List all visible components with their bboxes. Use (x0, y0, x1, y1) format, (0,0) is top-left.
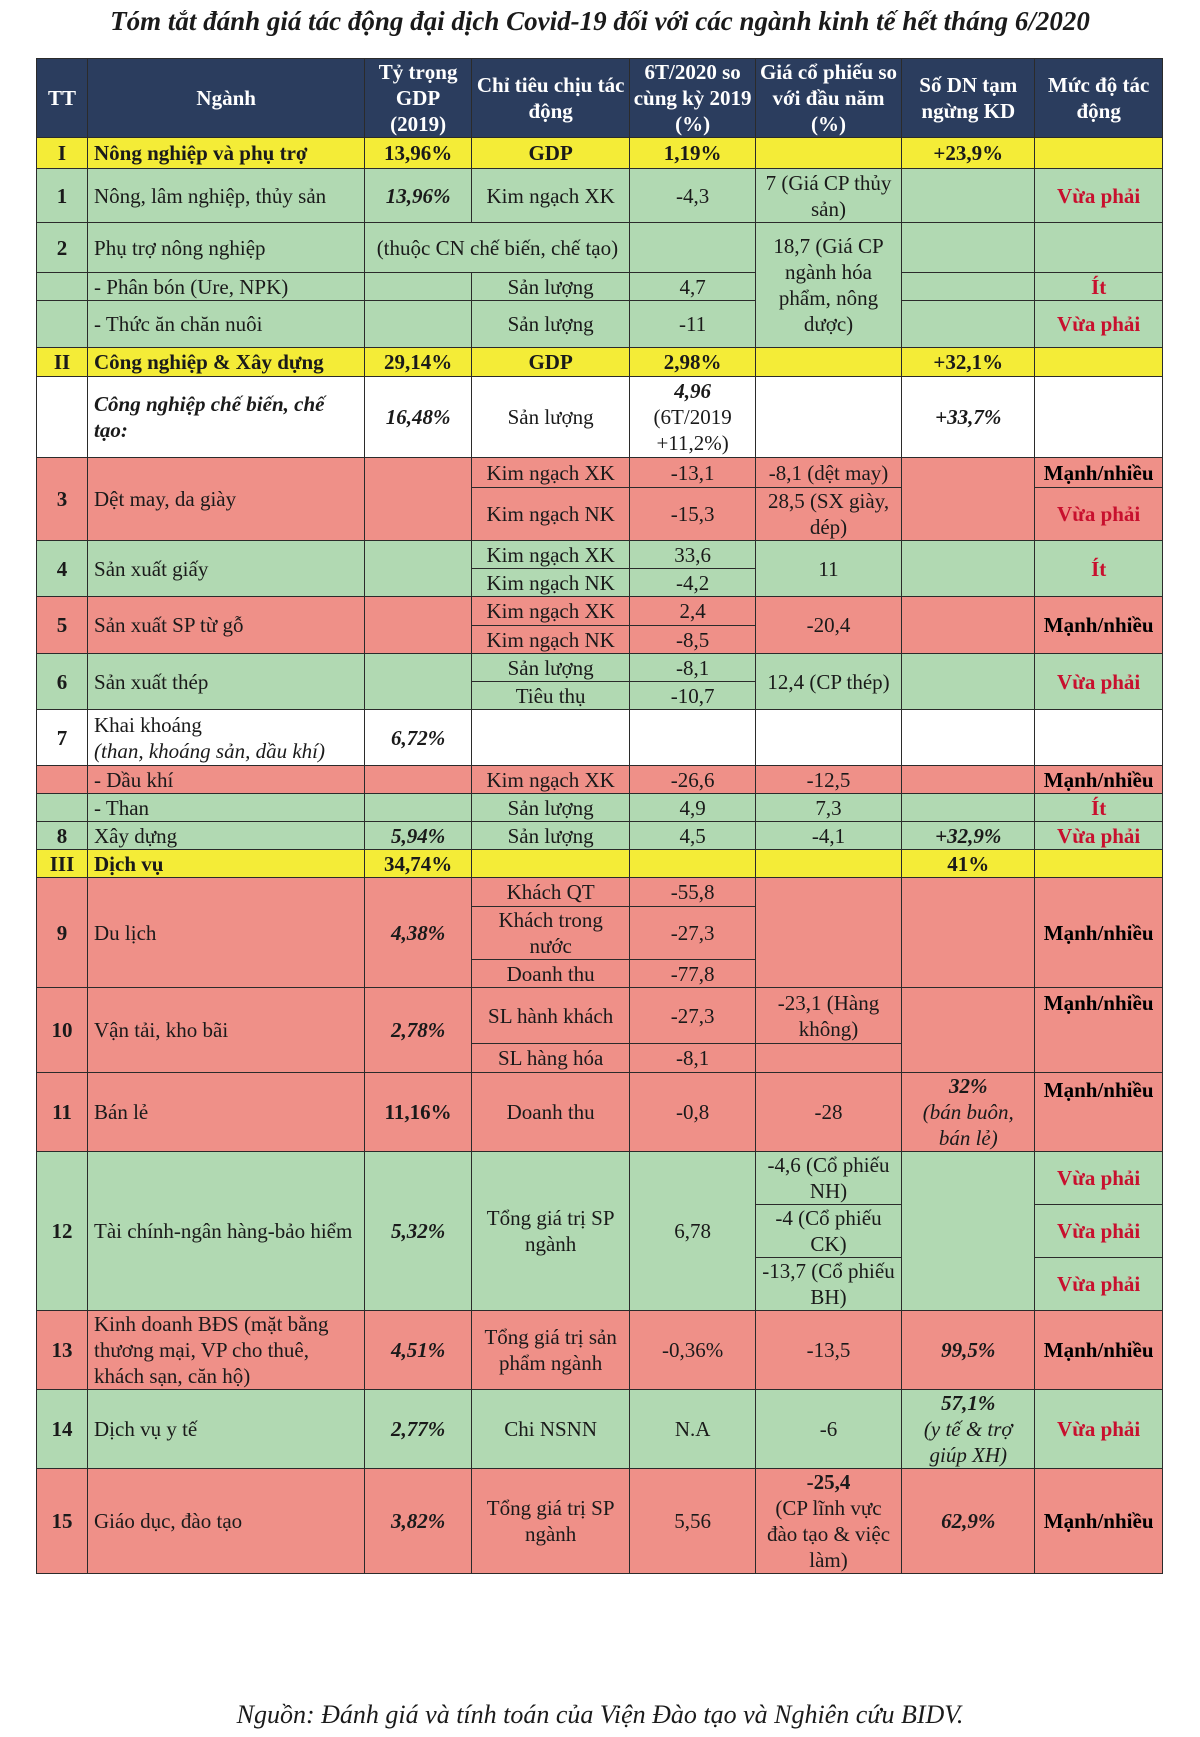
indicator-cell: Kim ngạch NK (471, 488, 630, 541)
table-row (37, 458, 1163, 488)
level-cell (1035, 377, 1163, 458)
indicator-cell: Chi NSNN (471, 1390, 630, 1469)
indicator-cell: Kim ngạch NK (471, 626, 630, 654)
price-cell: -28 (755, 1073, 901, 1152)
indicator-cell: Tiêu thụ (471, 682, 630, 710)
indicator-cell: Kim ngạch XK (471, 458, 630, 488)
level-cell: Vừa phải (1035, 1390, 1163, 1469)
dn-cell (902, 988, 1035, 1073)
yoy-cell (630, 223, 755, 273)
price-cell (755, 850, 901, 878)
sector-name: Phụ trợ nông nghiệp (88, 223, 365, 273)
source-note: Nguồn: Đánh giá và tính toán của Viện Đào tạo và Nghiên cứu BIDV. (236, 1700, 964, 1729)
dn-cell (902, 1152, 1035, 1311)
gdp-cell: 4,51% (365, 1311, 471, 1390)
yoy-cell: 2,98% (630, 348, 755, 377)
tt-cell: 8 (37, 822, 88, 850)
indicator-cell: Tổng giá trị SP ngành (471, 1469, 630, 1574)
indicator-cell: Tổng giá trị SP ngành (471, 1152, 630, 1311)
sector-name: - Than (88, 794, 365, 822)
price-cell: -4 (Cổ phiếu CK) (755, 1205, 901, 1258)
tt-cell: 6 (37, 654, 88, 710)
tt-cell (37, 377, 88, 458)
level-cell (1035, 348, 1163, 377)
price-cell: 7 (Giá CP thủy sản) (755, 169, 901, 223)
sector-name: - Phân bón (Ure, NPK) (88, 273, 365, 301)
gdp-cell: 34,74% (365, 850, 471, 878)
dn-main: 32% (949, 1074, 988, 1098)
dn-cell (902, 541, 1035, 597)
gdp-cell: 11,16% (365, 1073, 471, 1152)
price-sub: (CP lĩnh vực đào tạo & việc làm) (766, 1496, 891, 1572)
dn-sub: (y tế & trợ giúp XH) (923, 1417, 1013, 1467)
level-cell: Mạnh/nhiều (1035, 766, 1163, 794)
yoy-cell: 5,56 (630, 1469, 755, 1574)
header-row (37, 59, 1163, 138)
tt-cell: 1 (37, 169, 88, 223)
gdp-cell: 29,14% (365, 348, 471, 377)
yoy-cell: -27,3 (630, 907, 755, 960)
dn-cell (902, 223, 1035, 273)
tt-cell: III (37, 850, 88, 878)
gdp-cell: 16,48% (365, 377, 471, 458)
indicator-cell (471, 850, 630, 878)
yoy-cell: -8,1 (630, 654, 755, 682)
tt-cell (37, 766, 88, 794)
gdp-cell (365, 541, 471, 597)
price-cell: -13,5 (755, 1311, 901, 1390)
price-cell: -4,1 (755, 822, 901, 850)
sector-name (88, 710, 365, 766)
page-title: Tóm tắt đánh giá tác động đại dịch Covid-19 đối với các ngành kinh tế hết tháng 6/2020 (110, 6, 1090, 36)
gdp-cell (365, 301, 471, 348)
tt-cell: 2 (37, 223, 88, 273)
indicator-cell: Tổng giá trị sản phẩm ngành (471, 1311, 630, 1390)
price-cell: -6 (755, 1390, 901, 1469)
table-row (37, 541, 1163, 569)
yoy-cell: -26,6 (630, 766, 755, 794)
indicator-cell: GDP (471, 348, 630, 377)
sector-name: Nông, lâm nghiệp, thủy sản (88, 169, 365, 223)
sector-name: - Dầu khí (88, 766, 365, 794)
dn-cell (902, 710, 1035, 766)
table-row (37, 794, 1163, 822)
table-row (37, 1152, 1163, 1205)
dn-cell (902, 597, 1035, 654)
dn-cell (902, 654, 1035, 710)
table-row (37, 273, 1163, 301)
indicator-cell: SL hàng hóa (471, 1044, 630, 1073)
dn-cell: +23,9% (902, 138, 1035, 169)
price-cell: -12,5 (755, 766, 901, 794)
tt-cell: 5 (37, 597, 88, 654)
level-cell (1035, 223, 1163, 273)
table-row (37, 710, 1163, 766)
dn-cell (902, 1073, 1035, 1152)
dn-main: 57,1% (941, 1391, 996, 1415)
header-level: Mức độ tác động (1035, 59, 1163, 138)
gdp-cell (365, 794, 471, 822)
price-cell (755, 377, 901, 458)
indicator-cell: Kim ngạch NK (471, 569, 630, 597)
dn-sub: (bán buôn, bán lẻ) (922, 1100, 1014, 1150)
sector-name: - Thức ăn chăn nuôi (88, 301, 365, 348)
yoy-cell: -11 (630, 301, 755, 348)
indicator-cell: Sản lượng (471, 654, 630, 682)
indicator-cell: GDP (471, 138, 630, 169)
section-row (37, 850, 1163, 878)
yoy-cell (630, 377, 755, 458)
sector-name: Dệt may, da giày (88, 458, 365, 541)
indicator-cell: Sản lượng (471, 794, 630, 822)
price-cell: -23,1 (Hàng không) (755, 988, 901, 1044)
yoy-cell: 4,7 (630, 273, 755, 301)
level-cell: Vừa phải (1035, 301, 1163, 348)
level-cell: Vừa phải (1035, 1205, 1163, 1258)
level-cell: Ít (1035, 794, 1163, 822)
level-cell: Ít (1035, 541, 1163, 597)
yoy-cell: 2,4 (630, 597, 755, 626)
level-cell: Vừa phải (1035, 654, 1163, 710)
sector-name: Du lịch (88, 878, 365, 988)
dn-cell (902, 878, 1035, 988)
dn-cell (902, 766, 1035, 794)
indicator-cell: Sản lượng (471, 301, 630, 348)
level-cell: Mạnh/nhiều (1035, 1469, 1163, 1574)
tt-cell (37, 273, 88, 301)
table-row (37, 1390, 1163, 1469)
gdp-cell: 13,96% (365, 138, 471, 169)
level-cell: Mạnh/nhiều (1035, 878, 1163, 988)
tt-cell: 14 (37, 1390, 88, 1469)
level-cell: Ít (1035, 273, 1163, 301)
indicator-cell: Doanh thu (471, 1073, 630, 1152)
tt-cell: 10 (37, 988, 88, 1073)
sector-name: Công nghiệp & Xây dựng (88, 348, 365, 377)
price-main: -25,4 (806, 1470, 851, 1494)
indicator-cell: Sản lượng (471, 822, 630, 850)
header-nganh: Ngành (88, 59, 365, 138)
indicator-cell: Kim ngạch XK (471, 597, 630, 626)
tt-cell: II (37, 348, 88, 377)
yoy-cell: -8,1 (630, 1044, 755, 1073)
sector-name-sub: (than, khoáng sản, dầu khí) (94, 738, 325, 763)
yoy-cell (630, 710, 755, 766)
sector-name: Sản xuất SP từ gỗ (88, 597, 365, 654)
sector-name: Tài chính-ngân hàng-bảo hiểm (88, 1152, 365, 1311)
dn-cell: 99,5% (902, 1311, 1035, 1390)
yoy-cell: -4,2 (630, 569, 755, 597)
price-cell: -8,1 (dệt may) (755, 458, 901, 488)
yoy-cell (630, 850, 755, 878)
yoy-cell: -27,3 (630, 988, 755, 1044)
yoy-cell: -4,3 (630, 169, 755, 223)
indicator-cell: Khách trong nước (471, 907, 630, 960)
indicator-cell: Khách QT (471, 878, 630, 907)
tt-cell: 7 (37, 710, 88, 766)
price-cell (755, 1044, 901, 1073)
tt-cell: 4 (37, 541, 88, 597)
dn-cell: +32,1% (902, 348, 1035, 377)
gdp-cell: 5,32% (365, 1152, 471, 1311)
level-cell: Vừa phải (1035, 1258, 1163, 1311)
tt-cell: 12 (37, 1152, 88, 1311)
level-cell: Vừa phải (1035, 169, 1163, 223)
dn-cell (902, 458, 1035, 541)
gdp-cell (365, 597, 471, 654)
price-cell: -4,6 (Cổ phiếu NH) (755, 1152, 901, 1205)
price-cell: 28,5 (SX giày, dép) (755, 488, 901, 541)
yoy-cell: 4,5 (630, 822, 755, 850)
gdp-cell: 2,77% (365, 1390, 471, 1469)
note-cell: (thuộc CN chế biến, chế tạo) (365, 223, 630, 273)
sector-name: Dịch vụ y tế (88, 1390, 365, 1469)
gdp-cell: 4,38% (365, 878, 471, 988)
header-gdp: Tỷ trọng GDP (2019) (365, 59, 471, 138)
yoy-cell: -13,1 (630, 458, 755, 488)
yoy-cell: -0,36% (630, 1311, 755, 1390)
level-cell: Vừa phải (1035, 1152, 1163, 1205)
gdp-cell (365, 766, 471, 794)
sector-name: Sản xuất giấy (88, 541, 365, 597)
indicator-cell: Kim ngạch XK (471, 541, 630, 569)
price-cell: 11 (755, 541, 901, 597)
gdp-cell: 5,94% (365, 822, 471, 850)
tt-cell: 11 (37, 1073, 88, 1152)
table-row (37, 377, 1163, 458)
price-cell (755, 878, 901, 988)
table-row (37, 988, 1163, 1044)
indicator-cell: Kim ngạch XK (471, 169, 630, 223)
dn-cell: 62,9% (902, 1469, 1035, 1574)
sector-name: Sản xuất thép (88, 654, 365, 710)
sector-name: Giáo dục, đào tạo (88, 1469, 365, 1574)
gdp-cell (365, 654, 471, 710)
yoy-cell: -55,8 (630, 878, 755, 907)
indicator-cell: Sản lượng (471, 377, 630, 458)
level-cell: Mạnh/nhiều (1035, 1311, 1163, 1390)
sector-name: Vận tải, kho bãi (88, 988, 365, 1073)
sector-name: Xây dựng (88, 822, 365, 850)
yoy-cell: 1,19% (630, 138, 755, 169)
price-cell: 12,4 (CP thép) (755, 654, 901, 710)
price-cell (755, 710, 901, 766)
tt-cell: 9 (37, 878, 88, 988)
impact-table (36, 58, 1163, 1574)
price-cell (755, 348, 901, 377)
tt-cell (37, 794, 88, 822)
table-row (37, 654, 1163, 682)
price-cell: 18,7 (Giá CP ngành hóa phẩm, nông dược) (755, 223, 901, 348)
table-row (37, 878, 1163, 907)
sector-name: Dịch vụ (88, 850, 365, 878)
header-chitieu: Chỉ tiêu chịu tác động (471, 59, 630, 138)
yoy-cell: -0,8 (630, 1073, 755, 1152)
header-tt: TT (37, 59, 88, 138)
yoy-cell: -10,7 (630, 682, 755, 710)
price-cell: 7,3 (755, 794, 901, 822)
indicator-cell: Kim ngạch XK (471, 766, 630, 794)
table-row (37, 597, 1163, 626)
gdp-cell (365, 458, 471, 541)
header-dn: Số DN tạm ngừng KD (902, 59, 1035, 138)
tt-cell (37, 301, 88, 348)
level-cell (1035, 710, 1163, 766)
dn-cell (902, 301, 1035, 348)
sector-name-main: Khai khoáng (94, 712, 202, 737)
section-row (37, 138, 1163, 169)
yoy-cell: 4,9 (630, 794, 755, 822)
indicator-cell: Sản lượng (471, 273, 630, 301)
tt-cell: 3 (37, 458, 88, 541)
gdp-cell (365, 273, 471, 301)
tt-cell: I (37, 138, 88, 169)
sector-name: Bán lẻ (88, 1073, 365, 1152)
section-row (37, 348, 1163, 377)
tt-cell: 13 (37, 1311, 88, 1390)
level-cell: Mạnh/nhiều (1035, 458, 1163, 488)
level-cell (1035, 850, 1163, 878)
dn-cell: +33,7% (902, 377, 1035, 458)
price-cell (755, 1469, 901, 1574)
yoy-cell: -77,8 (630, 960, 755, 988)
gdp-cell: 13,96% (365, 169, 471, 223)
table-row (37, 1311, 1163, 1390)
dn-cell: 41% (902, 850, 1035, 878)
indicator-cell: Doanh thu (471, 960, 630, 988)
dn-cell (902, 273, 1035, 301)
header-price: Giá cổ phiếu so với đầu năm (%) (755, 59, 901, 138)
gdp-cell: 2,78% (365, 988, 471, 1073)
indicator-cell: SL hành khách (471, 988, 630, 1044)
sector-name: Kinh doanh BĐS (mặt bằng thương mại, VP cho thuê, khách sạn, căn hộ) (88, 1311, 365, 1390)
table-row (37, 766, 1163, 794)
yoy-cell: N.A (630, 1390, 755, 1469)
table-row (37, 301, 1163, 348)
gdp-cell: 3,82% (365, 1469, 471, 1574)
dn-cell (902, 794, 1035, 822)
dn-cell (902, 169, 1035, 223)
tt-cell: 15 (37, 1469, 88, 1574)
sector-name: Công nghiệp chế biến, chế tạo: (88, 377, 365, 458)
table-row (37, 223, 1163, 273)
dn-cell (902, 1390, 1035, 1469)
yoy-cell: 33,6 (630, 541, 755, 569)
gdp-cell: 6,72% (365, 710, 471, 766)
price-cell (755, 138, 901, 169)
indicator-cell (471, 710, 630, 766)
yoy-cell: -15,3 (630, 488, 755, 541)
dn-cell: +32,9% (902, 822, 1035, 850)
table-row (37, 1073, 1163, 1152)
level-cell (1035, 138, 1163, 169)
header-yoy: 6T/2020 so cùng kỳ 2019 (%) (630, 59, 755, 138)
level-cell: Mạnh/nhiều (1035, 1073, 1163, 1152)
level-cell: Vừa phải (1035, 488, 1163, 541)
yoy-main: 4,96 (674, 379, 711, 403)
level-cell: Vừa phải (1035, 822, 1163, 850)
level-cell: Mạnh/nhiều (1035, 988, 1163, 1073)
sector-name: Nông nghiệp và phụ trợ (88, 138, 365, 169)
price-cell: -20,4 (755, 597, 901, 654)
yoy-cell: 6,78 (630, 1152, 755, 1311)
table-row (37, 1469, 1163, 1574)
level-cell: Mạnh/nhiều (1035, 597, 1163, 654)
table-row (37, 169, 1163, 223)
table-row (37, 822, 1163, 850)
yoy-sub: (6T/2019 +11,2%) (653, 405, 732, 455)
yoy-cell: -8,5 (630, 626, 755, 654)
price-cell: -13,7 (Cổ phiếu BH) (755, 1258, 901, 1311)
